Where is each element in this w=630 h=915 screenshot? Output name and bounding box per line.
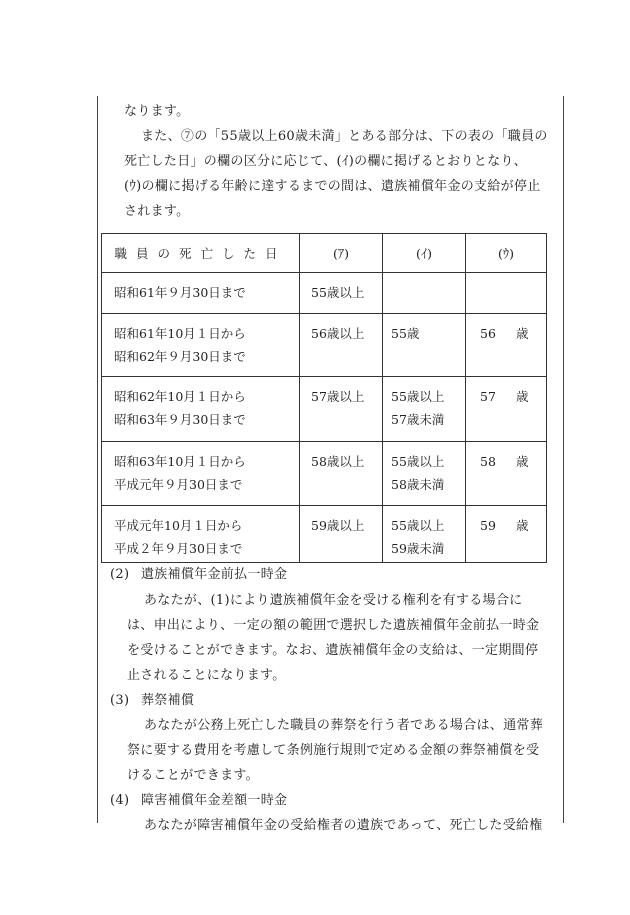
age-c-cell: 56 歳 <box>466 314 547 377</box>
age-a-cell: 56歳以上 <box>300 314 383 377</box>
paragraph-line: (ｳ)の欄に掲げる年齢に達するまでの間は、遺族補償年金の支給が停止 <box>124 179 541 194</box>
paragraph-line: あなたが、(1)により遺族補償年金を受ける権利を有する場合に <box>144 593 523 608</box>
date-cell: 昭和62年10月１日から 昭和63年９月30日まで <box>102 377 300 442</box>
retirement-age-table <box>101 233 547 563</box>
paragraph-line: 止されることになります。 <box>127 668 286 683</box>
paragraph-line: 祭に要する費用を考慮して条例施行規則で定める金額の葬祭補償を受 <box>127 743 540 758</box>
table-header-row <box>102 234 547 273</box>
age-c-cell <box>466 273 547 314</box>
header-b: (ｲ) <box>383 234 466 273</box>
date-cell: 昭和63年10月１日から 平成元年９月30日まで <box>102 442 300 506</box>
age-b-cell: 55歳以上 58歳未満 <box>383 442 466 506</box>
age-a-cell: 57歳以上 <box>300 377 383 442</box>
date-cell: 平成元年10月１日から 平成２年９月30日まで <box>102 506 300 563</box>
age-c-cell: 59 歳 <box>466 506 547 563</box>
section-title: 葬祭補償 <box>141 693 195 708</box>
table-row <box>102 314 547 377</box>
age-b-cell <box>383 273 466 314</box>
paragraph-line: 死亡した日」の欄の区分に応じて、(ｲ)の欄に掲げるとおりとなり、 <box>124 154 527 169</box>
section-title: 遺族補償年金前払一時金 <box>141 567 288 582</box>
right-margin-rule <box>563 96 564 823</box>
paragraph-line: を受けることができます。なお、遺族補償年金の支給は、一定期間停 <box>127 643 539 658</box>
age-a-cell: 58歳以上 <box>300 442 383 506</box>
table-row <box>102 506 547 563</box>
date-cell: 昭和61年９月30日まで <box>102 273 300 314</box>
age-a-cell: 59歳以上 <box>300 506 383 563</box>
left-margin-rule <box>97 96 98 823</box>
age-b-cell: 55歳以上 57歳未満 <box>383 377 466 442</box>
paragraph-line: また、⑦の「55歳以上60歳未満」とある部分は、下の表の「職員の <box>141 129 548 144</box>
section-title: 障害補償年金差額一時金 <box>141 793 288 808</box>
paragraph-line: あなたが障害補償年金の受給権者の遺族であって、死亡した受給権 <box>144 818 543 833</box>
paragraph-line: あなたが公務上死亡した職員の葬祭を行う者である場合は、通常葬 <box>144 718 544 733</box>
paragraph-line: は、申出により、一定の額の範囲で選択した遺族補償年金前払一時金 <box>127 618 540 633</box>
paragraph-line: なります。 <box>124 104 190 119</box>
age-a-cell: 55歳以上 <box>300 273 383 314</box>
age-c-cell: 57 歳 <box>466 377 547 442</box>
date-cell: 昭和61年10月１日から 昭和62年９月30日まで <box>102 314 300 377</box>
paragraph-line: けることができます。 <box>127 768 259 783</box>
table-row <box>102 377 547 442</box>
age-b-cell: 55歳 <box>383 314 466 377</box>
table-row <box>102 273 547 314</box>
section-number: (3) <box>110 693 130 708</box>
section-number: (4) <box>110 793 130 808</box>
header-date: 職員の死亡した日 <box>102 234 300 273</box>
age-c-cell: 58 歳 <box>466 442 547 506</box>
paragraph-line: されます。 <box>124 204 190 219</box>
header-c: (ｳ) <box>466 234 547 273</box>
header-a: (ｱ) <box>300 234 383 273</box>
age-b-cell: 55歳以上 59歳未満 <box>383 506 466 563</box>
section-number: (2) <box>110 567 130 582</box>
table-row <box>102 442 547 506</box>
